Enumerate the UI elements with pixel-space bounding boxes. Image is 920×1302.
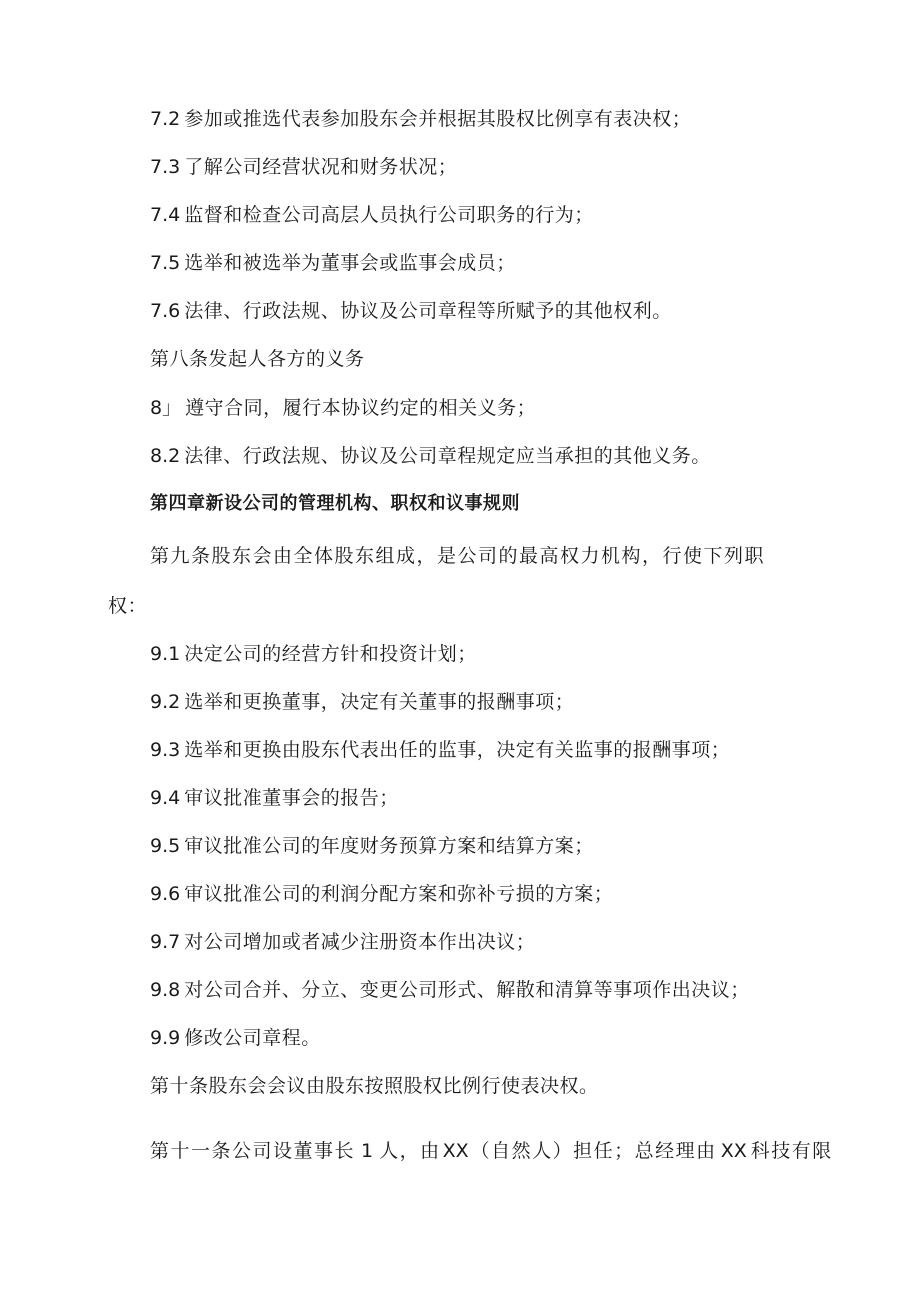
clause-7-3 (150, 155, 457, 179)
clause-text: 选举和被选举为董事会或监事会成员； (184, 252, 516, 274)
clause-9-7 (150, 930, 535, 954)
clause-number: 8」 (150, 397, 182, 419)
clause-number: 7.5 (150, 252, 181, 274)
clause-number: 9.2 (150, 691, 181, 713)
article-text-part: 科技有限 (750, 1140, 833, 1162)
clause-number: 9.7 (150, 931, 181, 953)
clause-text: 法律、行政法规、协议及公司章程等所赋予的其他权利。 (184, 300, 672, 322)
clause-number: 9.8 (150, 979, 181, 1001)
clause-number: 9.1 (150, 643, 181, 665)
clause-8-2 (150, 444, 711, 468)
clause-9-4 (150, 786, 399, 810)
clause-9-8 (150, 978, 750, 1002)
placeholder-name: XX (720, 1140, 747, 1162)
article-text: 第九条股东会由全体股东组成，是公司的最高权力机构，行使下列职 (150, 545, 766, 567)
clause-8-1 (150, 396, 536, 420)
clause-text: 审议批准公司的年度财务预算方案和结算方案； (184, 835, 594, 857)
clause-7-4 (150, 203, 594, 227)
clause-9-6 (150, 882, 613, 906)
article-9-text (150, 544, 765, 568)
clause-text: 了解公司经营状况和财务状况； (184, 156, 458, 178)
clause-text: 审议批准公司的利润分配方案和弥补亏损的方案； (184, 883, 614, 905)
clause-number: 9.3 (150, 739, 181, 761)
clause-9-2 (150, 690, 574, 714)
clause-number: 9.9 (150, 1027, 181, 1049)
article-text-part: （自然人）担任；总经理由 (470, 1140, 717, 1162)
article-text: 第八条发起人各方的义务 (150, 348, 365, 370)
clause-7-5 (150, 251, 516, 275)
article-text-part: 第十一条公司设董事长 (150, 1140, 356, 1162)
clause-number: 7.6 (150, 300, 181, 322)
article-10-text (150, 1074, 599, 1098)
clause-text: 对公司增加或者减少注册资本作出决议； (184, 931, 536, 953)
clause-number: 9.5 (150, 835, 181, 857)
clause-text: 法律、行政法规、协议及公司章程规定应当承担的其他义务。 (184, 445, 711, 467)
article-text: 权： (108, 595, 148, 617)
clause-9-5 (150, 834, 594, 858)
clause-text: 参加或推选代表参加股东会并根据其股权比例享有表决权； (184, 108, 692, 130)
clause-number: 8.2 (150, 445, 181, 467)
article-11-text (150, 1139, 833, 1163)
clause-9-1 (150, 642, 477, 666)
clause-text: 监督和检查公司高层人员执行公司职务的行为； (184, 204, 594, 226)
clause-number: 9.6 (150, 883, 181, 905)
chapter-heading-text: 第四章新设公司的管理机构、职权和议事规则 (150, 493, 520, 514)
clause-9-9 (150, 1026, 321, 1050)
article-8-title (150, 347, 365, 371)
clause-text: 遵守合同，履行本协议约定的相关义务； (185, 397, 537, 419)
clause-7-2 (150, 107, 691, 131)
clause-text: 修改公司章程。 (184, 1027, 321, 1049)
count-value: 1 (361, 1140, 374, 1162)
clause-text: 选举和更换由股东代表出任的监事，决定有关监事的报酬事项； (184, 739, 731, 761)
article-text: 第十条股东会会议由股东按照股权比例行使表决权。 (150, 1075, 599, 1097)
article-text-part: 人，由 (379, 1140, 441, 1162)
clause-number: 7.3 (150, 156, 181, 178)
clause-number: 7.4 (150, 204, 181, 226)
clause-text: 选举和更换董事，决定有关董事的报酬事项； (184, 691, 575, 713)
chapter-4-heading (150, 492, 520, 516)
clause-number: 9.4 (150, 787, 181, 809)
clause-9-3 (150, 738, 730, 762)
clause-text: 审议批准董事会的报告； (184, 787, 399, 809)
placeholder-name: XX (442, 1140, 469, 1162)
clause-7-6 (150, 299, 672, 323)
clause-text: 决定公司的经营方针和投资计划； (184, 643, 477, 665)
clause-text: 对公司合并、分立、变更公司形式、解散和清算等事项作出决议； (184, 979, 750, 1001)
article-9-continuation (108, 594, 147, 618)
clause-number: 7.2 (150, 108, 181, 130)
